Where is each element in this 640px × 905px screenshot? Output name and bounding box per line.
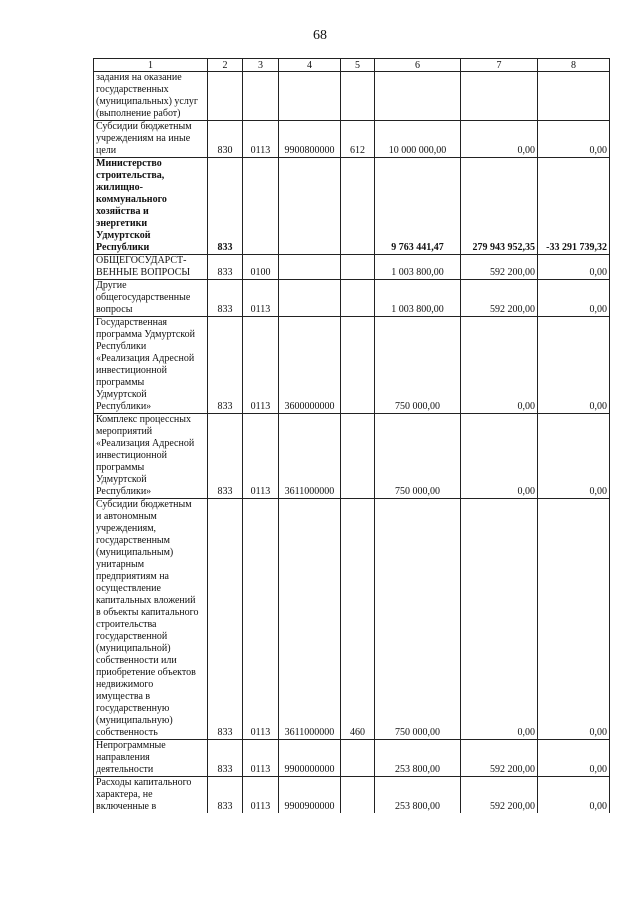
cell-amount-7 <box>461 72 538 121</box>
cell-target-article: 9900800000 <box>279 121 341 158</box>
cell-name: задания на оказание государственных (муниципальных) услуг (выполнение работ) <box>94 72 208 121</box>
cell-target-article <box>279 280 341 317</box>
cell-admin-code: 833 <box>208 255 243 280</box>
cell-name: Комплекс процессных мероприятий «Реализация Адресной инвестиционной программы Удмуртской Республики» <box>94 414 208 499</box>
cell-section-code <box>243 158 279 255</box>
header-cell: 5 <box>341 59 375 72</box>
cell-amount-6: 750 000,00 <box>375 499 461 740</box>
cell-target-article: 9900900000 <box>279 777 341 814</box>
cell-amount-8: 0,00 <box>538 280 610 317</box>
cell-section-code: 0113 <box>243 414 279 499</box>
header-cell: 3 <box>243 59 279 72</box>
cell-target-article <box>279 72 341 121</box>
table-row <box>94 414 610 499</box>
cell-section-code: 0113 <box>243 740 279 777</box>
header-cell: 7 <box>461 59 538 72</box>
cell-amount-8: 0,00 <box>538 255 610 280</box>
cell-name: ОБЩЕГОСУДАРСТ- ВЕННЫЕ ВОПРОСЫ <box>94 255 208 280</box>
table-row <box>94 740 610 777</box>
cell-amount-8: 0,00 <box>538 740 610 777</box>
cell-expense-type: 612 <box>341 121 375 158</box>
cell-admin-code: 833 <box>208 414 243 499</box>
cell-admin-code: 833 <box>208 158 243 255</box>
table-row <box>94 158 610 255</box>
cell-expense-type <box>341 72 375 121</box>
cell-amount-7: 279 943 952,35 <box>461 158 538 255</box>
cell-name: Расходы капитального характера, не включенные в <box>94 777 208 814</box>
cell-amount-7: 0,00 <box>461 121 538 158</box>
cell-expense-type <box>341 280 375 317</box>
cell-amount-7: 0,00 <box>461 499 538 740</box>
cell-amount-6 <box>375 72 461 121</box>
cell-section-code: 0113 <box>243 280 279 317</box>
table-row <box>94 777 610 814</box>
cell-section-code: 0113 <box>243 777 279 814</box>
cell-amount-6: 10 000 000,00 <box>375 121 461 158</box>
cell-target-article: 9900000000 <box>279 740 341 777</box>
cell-section-code: 0113 <box>243 121 279 158</box>
cell-name: Субсидии бюджетным и автономным учреждениям, государственным (муниципальным) унитарным предприятиям на осуществление капитальных вложений в объекты капитального строительства государственной (муниципальной) собственности или приобретение объектов недвижимого имущества в государственную (муниципальную) собственность <box>94 499 208 740</box>
table-row <box>94 255 610 280</box>
header-row <box>94 59 610 72</box>
cell-amount-6: 1 003 800,00 <box>375 280 461 317</box>
cell-amount-8: 0,00 <box>538 499 610 740</box>
cell-amount-8: 0,00 <box>538 121 610 158</box>
cell-name: Непрограммные направления деятельности <box>94 740 208 777</box>
cell-amount-7: 592 200,00 <box>461 777 538 814</box>
cell-admin-code: 833 <box>208 280 243 317</box>
cell-amount-8: 0,00 <box>538 414 610 499</box>
header-cell: 8 <box>538 59 610 72</box>
cell-section-code <box>243 72 279 121</box>
cell-amount-7: 592 200,00 <box>461 255 538 280</box>
cell-amount-7: 0,00 <box>461 317 538 414</box>
cell-target-article: 3611000000 <box>279 499 341 740</box>
cell-amount-6: 9 763 441,47 <box>375 158 461 255</box>
cell-admin-code: 833 <box>208 499 243 740</box>
cell-amount-6: 1 003 800,00 <box>375 255 461 280</box>
cell-amount-6: 750 000,00 <box>375 414 461 499</box>
cell-amount-7: 592 200,00 <box>461 740 538 777</box>
cell-name: Субсидии бюджетным учреждениям на иные цели <box>94 121 208 158</box>
cell-expense-type <box>341 414 375 499</box>
cell-amount-8: 0,00 <box>538 317 610 414</box>
header-cell: 4 <box>279 59 341 72</box>
cell-section-code: 0113 <box>243 499 279 740</box>
cell-section-code: 0113 <box>243 317 279 414</box>
header-cell: 1 <box>94 59 208 72</box>
cell-amount-8: -33 291 739,32 <box>538 158 610 255</box>
cell-amount-8 <box>538 72 610 121</box>
cell-name: Министерство строительства, жилищно- коммунального хозяйства и энергетики Удмуртской Республики <box>94 158 208 255</box>
table-row <box>94 317 610 414</box>
cell-amount-8: 0,00 <box>538 777 610 814</box>
table-row <box>94 72 610 121</box>
table-row <box>94 121 610 158</box>
cell-expense-type: 460 <box>341 499 375 740</box>
cell-amount-6: 750 000,00 <box>375 317 461 414</box>
budget-table <box>93 58 610 813</box>
cell-amount-7: 592 200,00 <box>461 280 538 317</box>
cell-expense-type <box>341 777 375 814</box>
cell-admin-code: 833 <box>208 740 243 777</box>
cell-name: Другие общегосударственные вопросы <box>94 280 208 317</box>
cell-amount-6: 253 800,00 <box>375 777 461 814</box>
cell-section-code: 0100 <box>243 255 279 280</box>
cell-target-article <box>279 158 341 255</box>
header-cell: 2 <box>208 59 243 72</box>
cell-admin-code <box>208 72 243 121</box>
cell-expense-type <box>341 740 375 777</box>
cell-expense-type <box>341 317 375 414</box>
table-row <box>94 280 610 317</box>
cell-expense-type <box>341 255 375 280</box>
header-cell: 6 <box>375 59 461 72</box>
cell-target-article: 3611000000 <box>279 414 341 499</box>
cell-admin-code: 833 <box>208 317 243 414</box>
cell-target-article: 3600000000 <box>279 317 341 414</box>
cell-expense-type <box>341 158 375 255</box>
cell-amount-6: 253 800,00 <box>375 740 461 777</box>
cell-name: Государственная программа Удмуртской Республики «Реализация Адресной инвестиционной программы Удмуртской Республики» <box>94 317 208 414</box>
table-row <box>94 499 610 740</box>
cell-amount-7: 0,00 <box>461 414 538 499</box>
cell-admin-code: 833 <box>208 777 243 814</box>
cell-target-article <box>279 255 341 280</box>
cell-admin-code: 830 <box>208 121 243 158</box>
page-number: 68 <box>313 28 327 43</box>
